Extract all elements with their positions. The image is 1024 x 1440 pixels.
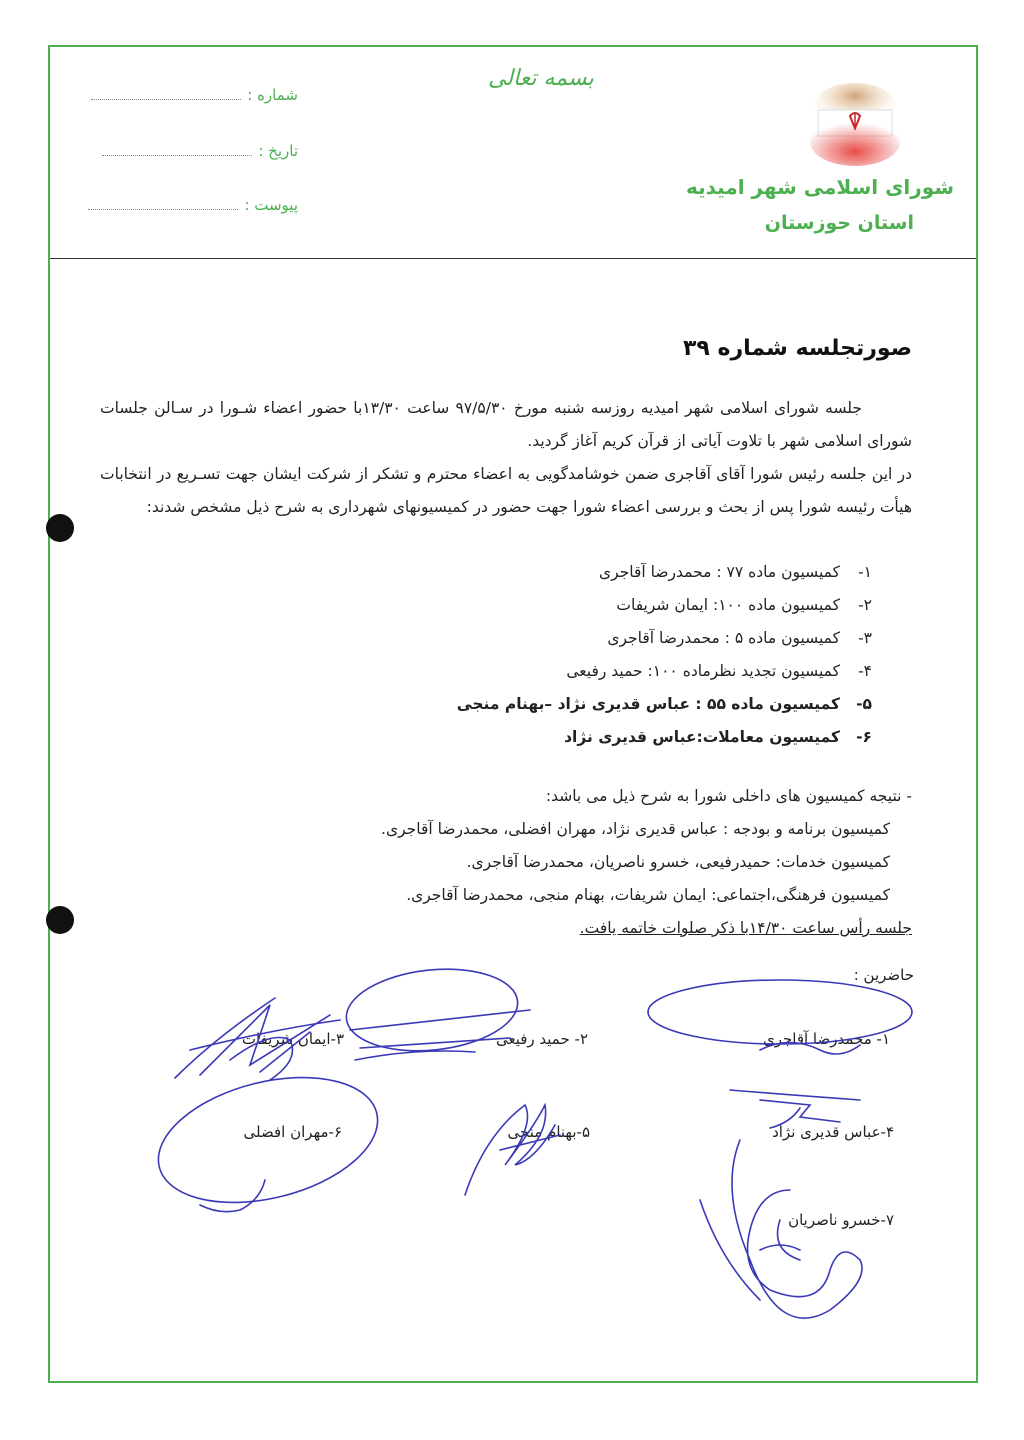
attachment-field: پیوست : — [78, 196, 298, 214]
date-field: تاریخ : — [78, 142, 298, 160]
attendee-name: ۱- محمدرضا آقاجری — [762, 1030, 890, 1048]
org-name: شورای اسلامی شهر امیدیه — [685, 175, 954, 199]
attendees-label: حاضرین : — [853, 966, 914, 984]
document-title: صورتجلسه شماره ۳۹ — [682, 336, 912, 361]
attendee-name: ۵-بهنام منجی — [507, 1123, 590, 1141]
result-intro: - نتیجه کمیسیون های داخلی شورا به شرح ذیل می باشد: — [545, 787, 912, 805]
header-divider — [50, 258, 976, 259]
list-item: کمیسیون خدمات: حمیدرفیعی، خسرو ناصریان، محمدرضا آقاجری. — [466, 853, 890, 871]
attendee-name: ۳-ایمان شریفات — [241, 1030, 344, 1048]
closing-line: جلسه رأس ساعت ۱۴/۳۰با ذکر صلوات خاتمه یافت. — [579, 919, 912, 937]
punch-hole — [46, 514, 74, 542]
list-item: ۱-کمیسیون ماده ۷۷ : محمدرضا آقاجری — [599, 563, 872, 581]
attendee-name: ۴-عباس قدیری نژاد — [772, 1123, 894, 1141]
punch-hole — [46, 906, 74, 934]
list-item: ۳-کمیسیون ماده ۵ : محمدرضا آقاجری — [607, 629, 872, 647]
number-field: شماره : — [78, 86, 298, 104]
attendee-name: ۷-خسرو ناصریان — [788, 1211, 894, 1229]
list-item: ۲-کمیسیون ماده ۱۰۰: ایمان شریفات — [616, 596, 872, 614]
list-item: کمیسیون برنامه و بودجه : عباس قدیری نژاد، مهران افضلی، محمدرضا آقاجری. — [381, 820, 890, 838]
list-item: کمیسیون فرهنگی،اجتماعی: ایمان شریفات، بهنام منجی، محمدرضا آقاجری. — [406, 886, 890, 904]
attendee-name: ۲- حمید رفیعی — [495, 1030, 588, 1048]
list-item: ۵-کمیسیون ماده ۵۵ : عباس قدیری نژاد –بهنام منجی — [456, 695, 872, 713]
internal-commissions-block — [381, 780, 912, 945]
opening-paragraph: جلسه شورای اسلامی شهر امیدیه روزسه شنبه مورخ ۹۷/۵/۳۰ ساعت ۱۳/۳۰با حضور اعضاء شـورا در سـالن جلسات شورای اسلامی شهر با تلاوت آیاتی از قرآن کریم آغاز گردید. در این جلسه رئیس شورا آقای آقاجری ضمن خوشامدگویی به اعضاء محترم و تشکر از شرکت ایشان جهت تسـریع در انتخابات هیأت رئیسه شورا پس از بحث و بررسی اعضاء شورا جهت حضور در کمیسیونهای شهرداری به شرح ذیل مشخص شدند: — [100, 399, 912, 516]
basmala: بسمه تعالی — [488, 66, 594, 91]
org-province: استان حوزستان — [764, 212, 914, 234]
attendee-name: ۶-مهران افضلی — [243, 1123, 342, 1141]
iran-emblem-icon — [800, 80, 910, 170]
list-item: ۴-کمیسیون تجدید نظرماده ۱۰۰: حمید رفیعی — [566, 662, 872, 680]
list-item: ۶-کمیسیون معاملات:عباس قدیری نژاد — [564, 728, 872, 746]
commission-list — [457, 556, 872, 754]
